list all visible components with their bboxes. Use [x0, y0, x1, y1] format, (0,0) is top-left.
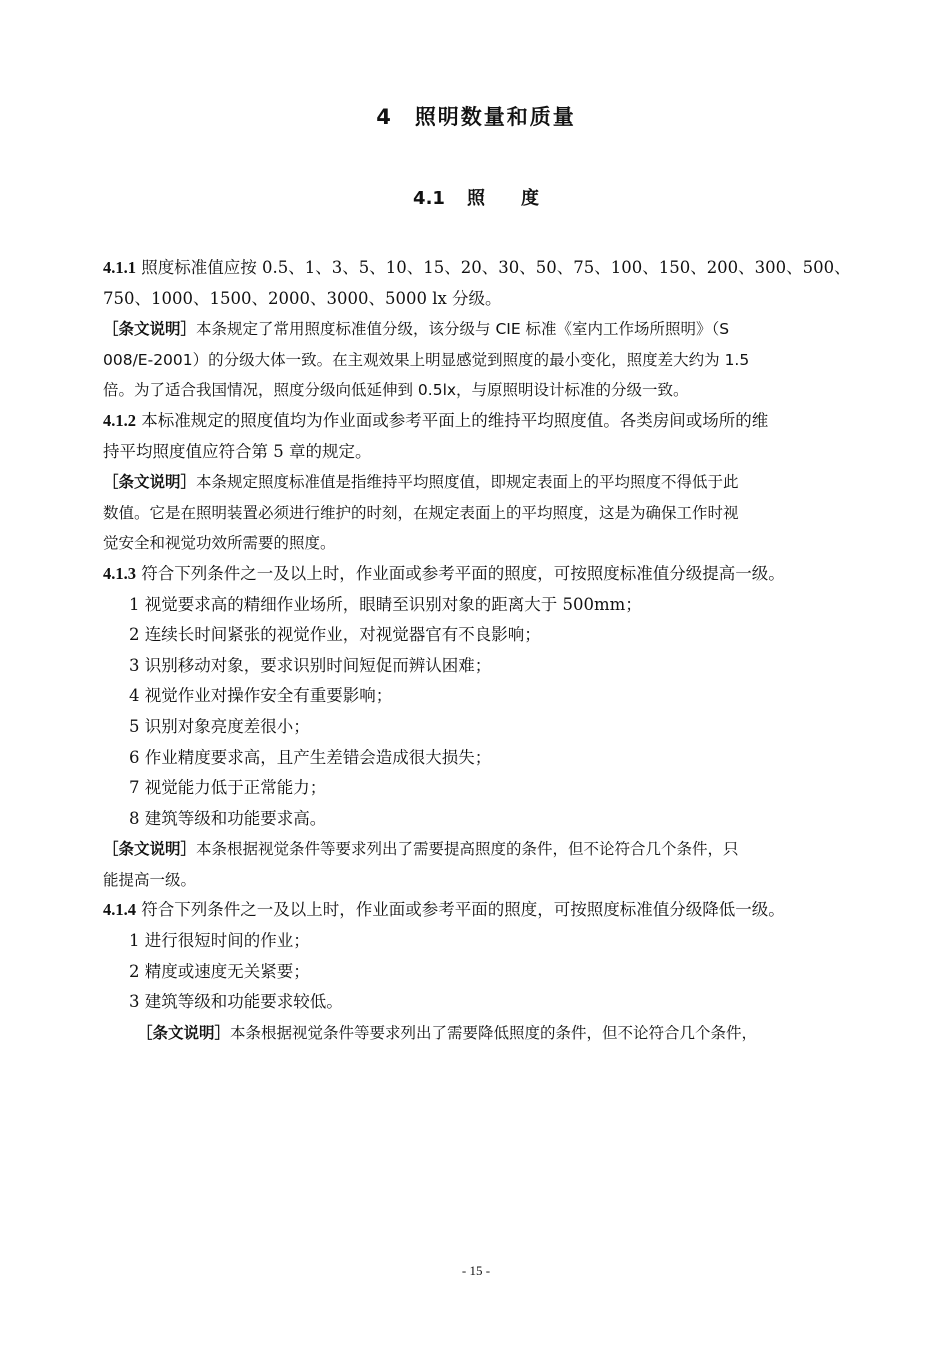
explanation-text: 本条根据视觉条件等要求列出了需要降低照度的条件，但不论符合几个条件，: [230, 1023, 758, 1042]
clause-text: 本标准规定的照度值均为作业面或参考平面上的维持平均照度值。各类房间或场所的维: [141, 410, 769, 430]
explanation-text: 数值。它是在照明装置必须进行维护的时刻，在规定表面上的平均照度，这是为确保工作时视: [103, 503, 739, 522]
explanation-text: 本条规定了常用照度标准值分级，该分级与 CIE 标准《室内工作场所照明》（S: [196, 320, 730, 339]
list-item: 5 识别对象亮度差很小；: [129, 716, 310, 736]
section-title: [0, 184, 952, 210]
clause-number: 4.1.1: [103, 258, 136, 277]
explanation-4-1-2-line-1: [103, 467, 885, 498]
explanation-4-1-3-line-1: [103, 834, 885, 865]
clause-text: 持平均照度值应符合第 5 章的规定。: [103, 441, 372, 461]
explanation-text: 觉安全和视觉功效所需要的照度。: [103, 534, 336, 553]
explanation-tag: ［条文说明］: [137, 1023, 231, 1042]
clause-text: 符合下列条件之一及以上时，作业面或参考平面的照度，可按照度标准值分级提高一级。: [141, 563, 785, 583]
clause-4-1-4-line-1: [103, 895, 885, 926]
section-title-char-2: 度: [520, 188, 539, 209]
explanation-4-1-2-line-2: [103, 498, 885, 529]
list-item: 1 进行很短时间的作业；: [129, 931, 310, 951]
explanation-text: 本条根据视觉条件等要求列出了需要提高照度的条件，但不论符合几个条件，只: [196, 840, 739, 859]
clause-text: 照度标准值应按 0.5、1、3、5、10、15、20、30、50、75、100、150、200、300、500、: [141, 258, 851, 277]
explanation-tag: ［条文说明］: [103, 320, 197, 339]
list-item: 6 作业精度要求高，且产生差错会造成很大损失；: [129, 747, 492, 767]
list-item: 3 识别移动对象，要求识别时间短促而辨认困难；: [129, 655, 492, 675]
explanation-4-1-2-line-3: [103, 528, 885, 559]
explanation-text: 倍。为了适合我国情况，照度分级向低延伸到 0.5lx，与原照明设计标准的分级一致。: [103, 381, 689, 400]
chapter-title-text: 照明数量和质量: [414, 105, 576, 129]
clause-4-1-2-line-1: [103, 406, 885, 437]
clause-4-1-2-line-2: [103, 437, 885, 468]
explanation-text: 能提高一级。: [103, 870, 197, 889]
list-item: 8 建筑等级和功能要求高。: [129, 808, 327, 828]
explanation-text: 008/E-2001）的分级大体一致。在主观效果上明显感觉到照度的最小变化，照度差大约为 1.5: [103, 350, 750, 369]
explanation-tag: ［条文说明］: [103, 840, 197, 859]
section-number: 4.1: [413, 188, 445, 209]
explanation-4-1-1-line-2: [103, 345, 885, 376]
list-item: 2 精度或速度无关紧要；: [129, 961, 310, 981]
list-item: 7 视觉能力低于正常能力；: [129, 778, 327, 798]
section-title-char-1: 照: [466, 188, 485, 209]
explanation-4-1-1-line-3: [103, 375, 885, 406]
list-item: 2 连续长时间紧张的视觉作业，对视觉器官有不良影响；: [129, 625, 541, 645]
explanation-4-1-4-line-1: [103, 1018, 885, 1049]
explanation-text: 本条规定照度标准值是指维持平均照度值，即规定表面上的平均照度不得低于此: [196, 473, 739, 492]
clause-number: 4.1.2: [103, 410, 136, 430]
clause-4-1-3-line-1: [103, 559, 885, 590]
explanation-tag: ［条文说明］: [103, 473, 197, 492]
clause-text: 750、1000、1500、2000、3000、5000 lx 分级。: [103, 288, 502, 308]
chapter-title: [0, 101, 952, 131]
document-body: [103, 253, 885, 1048]
list-item: 3 建筑等级和功能要求较低。: [129, 992, 343, 1012]
list-item: 1 视觉要求高的精细作业场所，眼睛至识别对象的距离大于 500mm；: [129, 594, 642, 614]
clause-text: 符合下列条件之一及以上时，作业面或参考平面的照度，可按照度标准值分级降低一级。: [141, 900, 785, 920]
explanation-4-1-1-line-1: [103, 314, 885, 345]
list-item: 4 视觉作业对操作安全有重要影响；: [129, 686, 393, 706]
explanation-4-1-3-line-2: [103, 865, 885, 896]
clause-4-1-1-line-1: [103, 253, 885, 284]
chapter-number: 4: [376, 105, 393, 129]
clause-number: 4.1.3: [103, 563, 136, 583]
page-number: - 15 -: [461, 1263, 491, 1278]
clause-4-1-1-line-2: [103, 284, 885, 315]
clause-number: 4.1.4: [103, 900, 136, 920]
